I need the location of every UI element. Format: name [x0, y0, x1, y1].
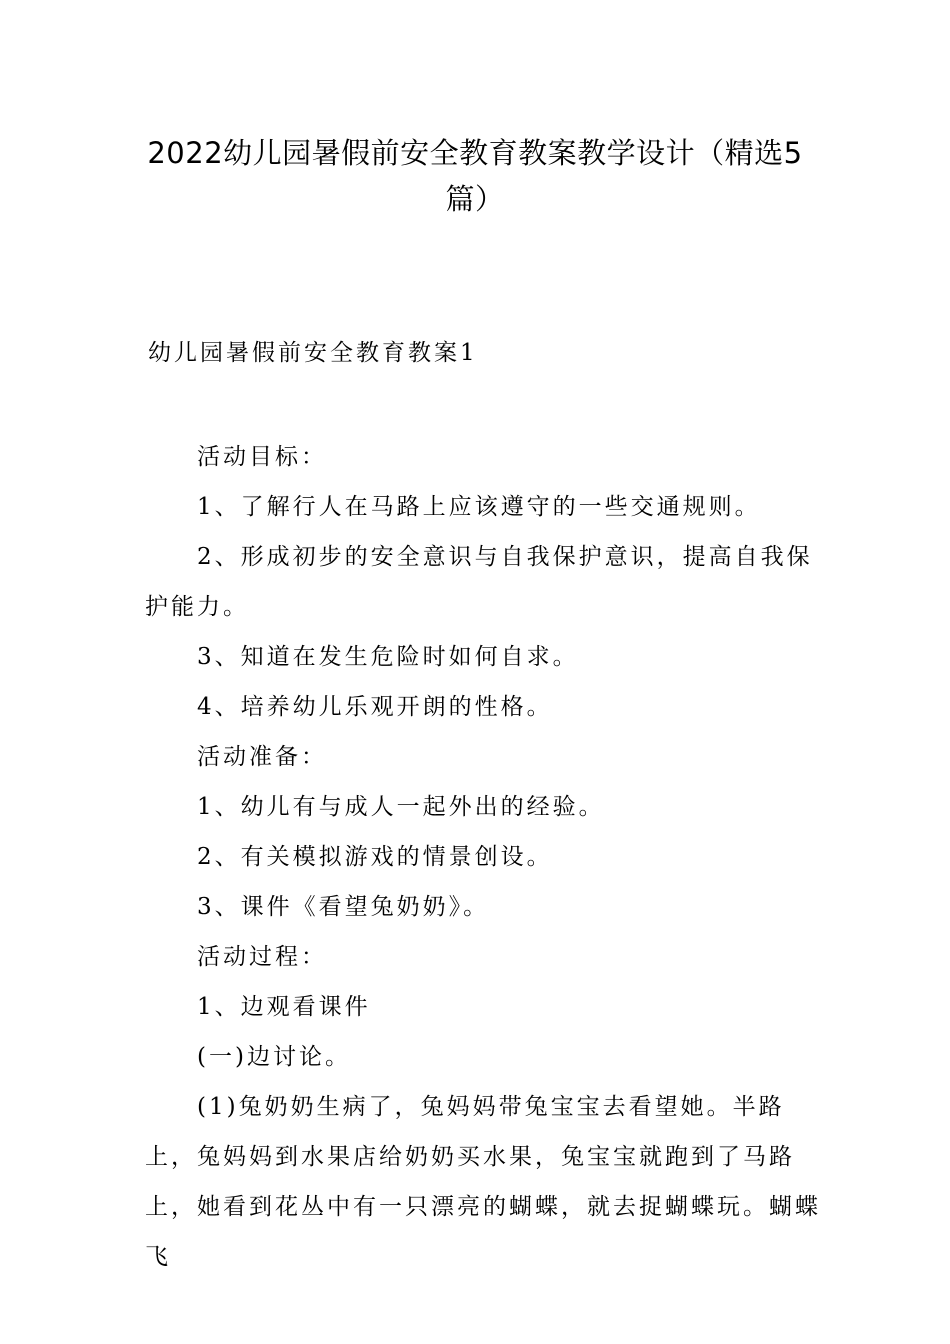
document-title-line-2: 篇）: [445, 182, 505, 216]
paragraph-goal-1: 1、了解行人在马路上应该遵守的一些交通规则。: [197, 494, 761, 520]
paragraph-activity-process-heading: 活动过程：: [197, 944, 327, 970]
paragraph-preparation-2: 2、有关模拟游戏的情景创设。: [197, 844, 553, 870]
document-title-line-1: 2022幼儿园暑假前安全教育教案教学设计（精选5: [147, 136, 803, 170]
paragraph-goal-4: 4、培养幼儿乐观开朗的性格。: [197, 694, 553, 720]
paragraph-preparation-3: 3、课件《看望兔奶奶》。: [197, 894, 490, 920]
paragraph-process-1: 1、边观看课件: [197, 994, 371, 1020]
paragraph-activity-goals-heading: 活动目标：: [197, 444, 327, 470]
paragraph-goal-2: 2、形成初步的安全意识与自我保护意识，提高自我保护能力。: [145, 544, 813, 620]
document-title: [130, 130, 820, 222]
paragraph-process-discussion: (一)边讨论。: [197, 1044, 351, 1070]
section-heading: 幼儿园暑假前安全教育教案1: [148, 340, 478, 366]
paragraph-goal-3: 3、知道在发生危险时如何自求。: [197, 644, 579, 670]
document-body: [145, 432, 825, 1282]
paragraph-preparation-1: 1、幼儿有与成人一起外出的经验。: [197, 794, 605, 820]
paragraph-activity-preparation-heading: 活动准备：: [197, 744, 327, 770]
paragraph-story: (1)兔奶奶生病了，兔妈妈带兔宝宝去看望她。半路上，兔妈妈到水果店给奶奶买水果，兔宝宝就跑到了马路上，她看到花丛中有一只漂亮的蝴蝶，就去捉蝴蝶玩。蝴蝶飞: [145, 1094, 821, 1270]
